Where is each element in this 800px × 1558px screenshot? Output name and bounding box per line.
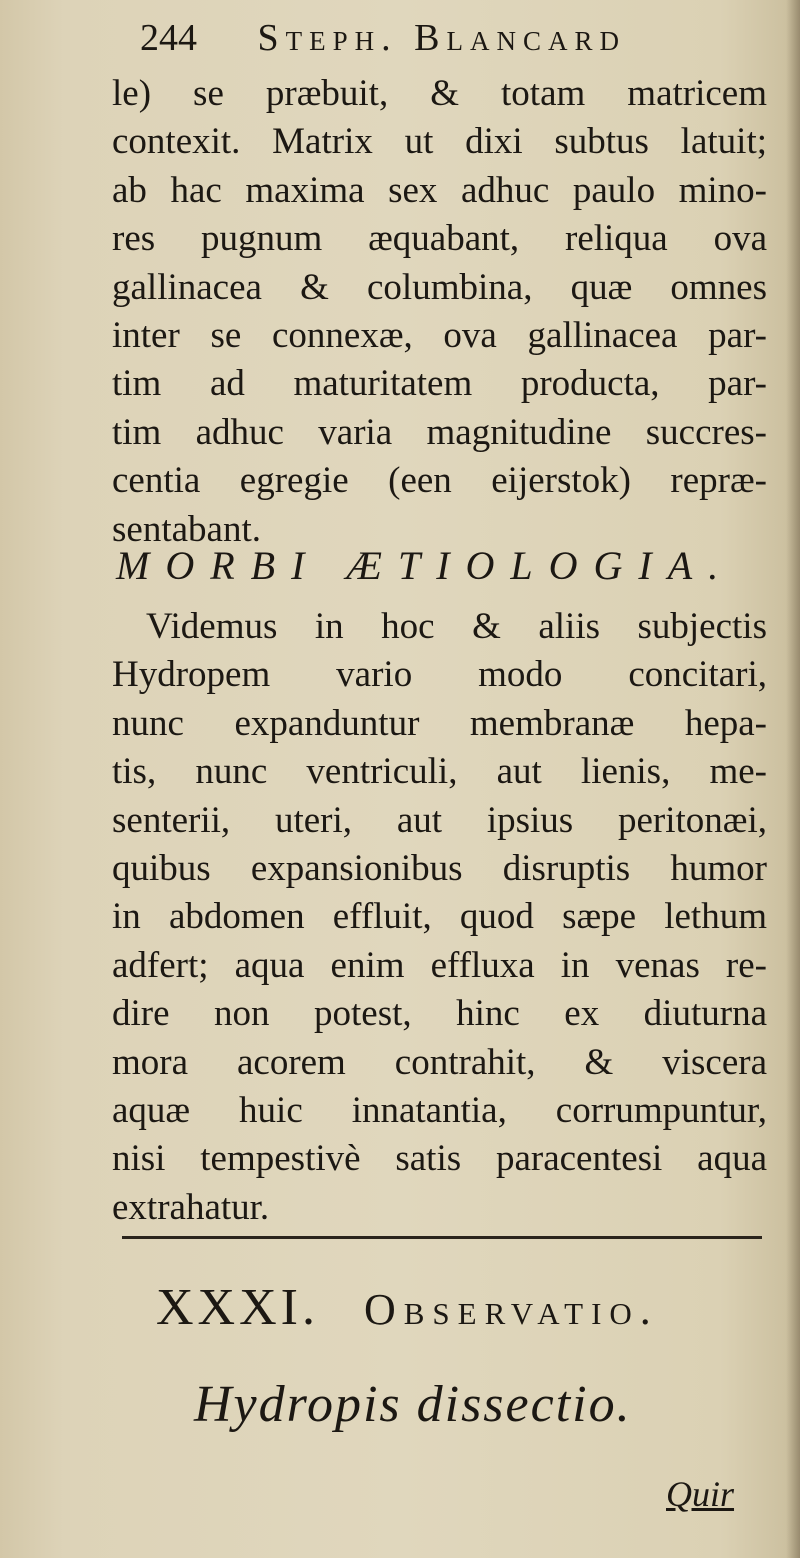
text-line: Videmus in hoc & aliis subjectis — [146, 606, 767, 647]
text-line: Hydropem vario modo concitari, — [112, 654, 767, 696]
text-line: tim adhuc varia magnitudine succres- — [112, 411, 767, 453]
paragraph-continued — [112, 70, 767, 554]
page-number: 244 — [140, 17, 197, 59]
text-line: centia egregie (een eijerstok) repræ- — [112, 460, 767, 502]
text-line: le) se præbuit, & totam matricem — [112, 73, 767, 114]
text-line: ab hac maxima sex adhuc paulo mino- — [112, 169, 767, 211]
text-line: quibus expansionibus disruptis humor — [112, 847, 767, 889]
running-title: Steph. Blancard — [257, 17, 626, 59]
horizontal-rule — [122, 1236, 762, 1239]
observation-heading — [156, 1272, 776, 1344]
paragraph-aetiologia — [112, 603, 767, 1232]
text-line: in abdomen effluit, quod sæpe lethum — [112, 896, 767, 938]
text-line: tis, nunc ventriculi, aut lienis, me- — [112, 751, 767, 793]
text-line: gallinacea & columbina, quæ omnes — [112, 266, 767, 308]
observation-title: Hydropis dissectio. — [194, 1376, 632, 1433]
text-line: adfert; aqua enim effluxa in venas re- — [112, 944, 767, 986]
text-line: mora acorem contrahit, & viscera — [112, 1041, 767, 1083]
section-heading: MORBI ÆTIOLOGIA. — [116, 543, 735, 588]
text-line: tim ad maturitatem producta, par- — [112, 363, 767, 405]
text-line: nisi tempestivè satis paracentesi aqua — [112, 1138, 767, 1180]
text-line: sentabant. — [112, 508, 261, 550]
text-line: aquæ huic innatantia, corrumpuntur, — [112, 1089, 767, 1131]
text-line: nunc expanduntur membranæ hepa- — [112, 702, 767, 744]
page-edge-shadow — [786, 0, 800, 1558]
text-line: inter se connexæ, ova gallinacea par- — [112, 314, 767, 356]
observation-label: Observatio. — [363, 1285, 659, 1334]
text-line: contexit. Matrix ut dixi subtus latuit; — [112, 121, 767, 163]
observation-number: XXXI. — [156, 1279, 319, 1336]
text-line: res pugnum æquabant, reliqua ova — [112, 218, 767, 260]
text-line: dire non potest, hinc ex diuturna — [112, 993, 767, 1035]
catchword: Quir — [666, 1474, 735, 1514]
text-line: extrahatur. — [112, 1186, 270, 1228]
running-head — [140, 8, 780, 68]
text-line: senterii, uteri, aut ipsius peritonæi, — [112, 799, 767, 841]
